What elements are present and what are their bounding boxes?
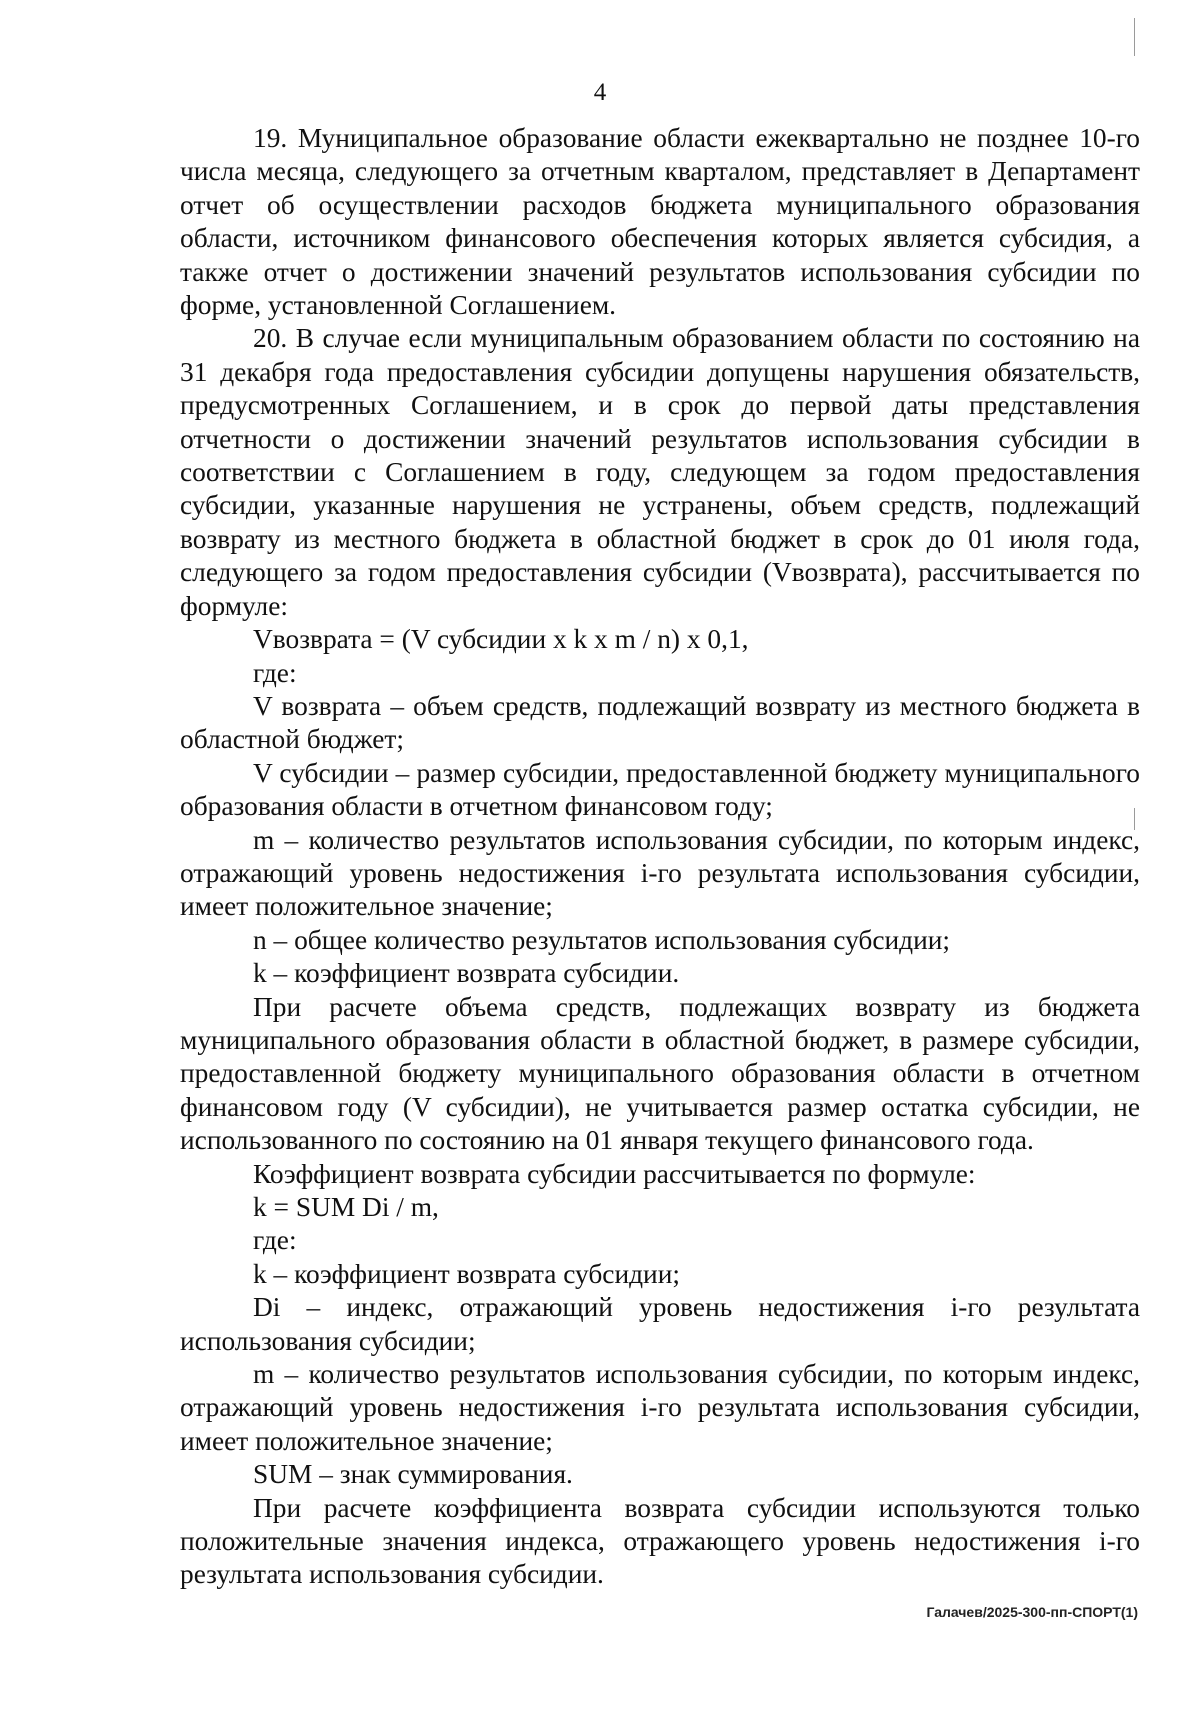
coefficient-intro: Коэффициент возврата субсидии рассчитывается по формуле:: [253, 1158, 976, 1189]
paragraph-positive-values: При расчете коэффициента возврата субсидии используются только положительные значения индекса, отражающего уровень недостижения i-го результата использования субсидии.: [180, 1492, 1140, 1590]
formula-where-label-2: где:: [253, 1225, 297, 1256]
definition-m-2: m – количество результатов использования субсидии, по которым индекс, отражающий уровень недостижения i-го результата использования субсидии, имеет положительное значение;: [180, 1359, 1140, 1456]
page-number: 4: [593, 79, 607, 106]
definition-k-2: k – коэффициент возврата субсидии;: [253, 1258, 680, 1289]
document-registration-code: Галачев/2025-300-пп-СПОРТ(1): [926, 1604, 1138, 1620]
paragraph-calculation-note: При расчете объема средств, подлежащих возврату из бюджета муниципального образования области в областной бюджет, в размере субсидии, предоставленной бюджету муниципального образования области в отчетном финансовом году (V субсидии), не учитывается размер остатка субсидии, не использованного по состоянию на 01 января текущего финансового года.: [180, 991, 1140, 1156]
definition-m: m – количество результатов использования субсидии, по которым индекс, отражающий уровень недостижения i-го результата использования субсидии, имеет положительное значение;: [180, 824, 1140, 922]
formula-k: k = SUM Di / m,: [253, 1192, 439, 1222]
formula-where-label: где:: [253, 657, 297, 688]
definition-n: n – общее количество результатов использования субсидии;: [253, 924, 951, 955]
definition-sum: SUM – знак суммирования.: [253, 1459, 573, 1490]
document-body: [180, 122, 1140, 1592]
definition-v-return: V возврата – объем средств, подлежащий возврату из местного бюджета в областной бюджет;: [180, 690, 1140, 755]
paragraph-19-reporting: 19. Муниципальное образование области ежеквартально не позднее 10-го числа месяца, следующего за отчетным кварталом, представляет в Департамент отчет об осуществлении расходов бюджета муниципального образования области, источником финансового обеспечения которых является субсидия, а также отчет о достижении значений результатов использования субсидии по форме, установленной Соглашением.: [180, 123, 1140, 321]
definition-k: k – коэффициент возврата субсидии.: [253, 958, 680, 989]
definition-v-subsidy: V субсидии – размер субсидии, предоставленной бюджету муниципального образования области в отчетном финансовом году;: [180, 757, 1140, 822]
formula-v-return: Vвозврата = (V субсидии х k х m / n) х 0,1,: [253, 624, 749, 655]
paragraph-20-return: 20. В случае если муниципальным образованием области по состоянию на 31 декабря года предоставления субсидии допущены нарушения обязательств, предусмотренных Соглашением, и в срок до первой даты представления отчетности о достижении значений результатов использования субсидии в соответствии с Соглашением в году, следующем за годом предоставления субсидии, указанные нарушения не устранены, объем средств, подлежащий возврату из местного бюджета в областной бюджет в срок до 01 июля года, следующего за годом предоставления субсидии (Vвозврата), рассчитывается по формуле:: [180, 323, 1140, 621]
scan-margin-mark: [1134, 18, 1135, 56]
definition-di: Di – индекс, отражающий уровень недостижения i-го результата использования субсидии;: [180, 1292, 1140, 1356]
